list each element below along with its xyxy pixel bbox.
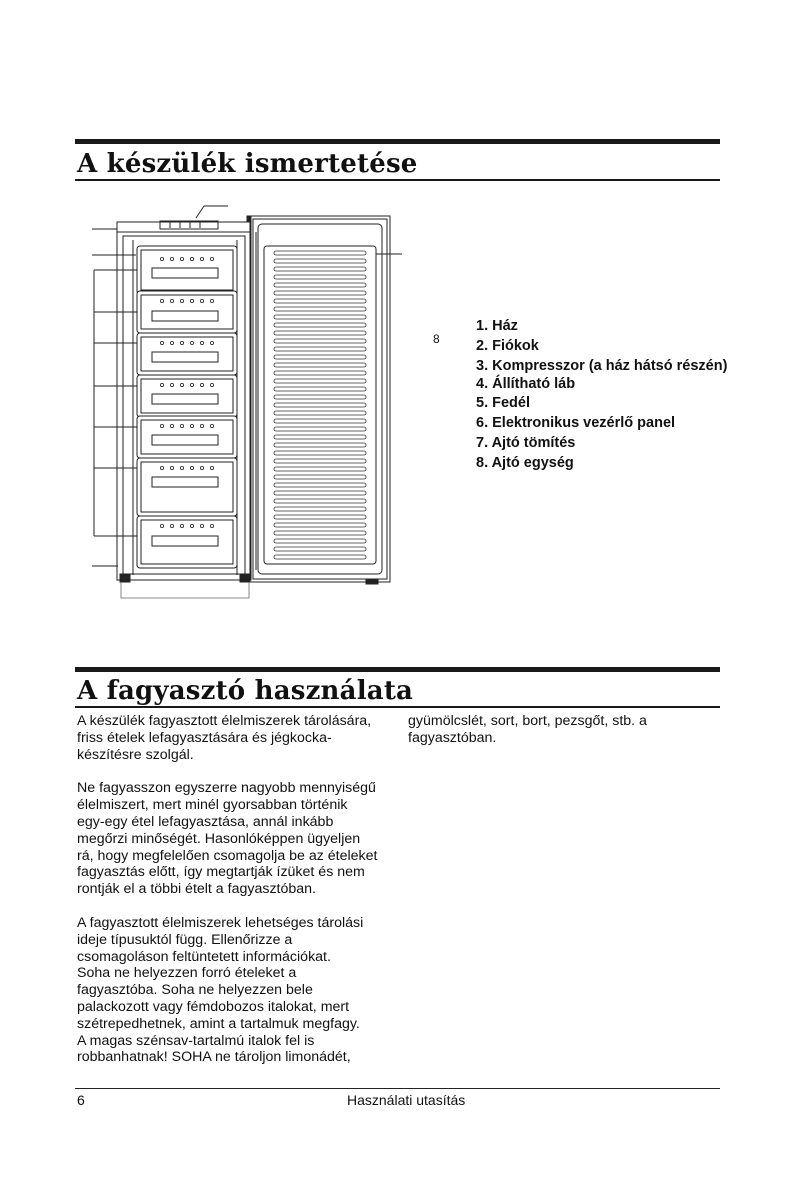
drawer-2: [137, 291, 237, 333]
door-shelves: [274, 251, 366, 559]
callout-line-5: [196, 206, 204, 218]
drawer-7: [137, 516, 237, 568]
parts-legend: [476, 316, 727, 473]
paragraph: Ne fagyasszon egyszerre nagyobb mennyiségű élelmiszert, mert minél gyorsabban történik egy-egy étel lefagyasztása, annál inkább megőrzi minőségét. Hasonlóképpen ügyeljen rá, hogy megfelelően csomagolja be az ételeket fagyasztás előtt, így megtartják ízüket és nem rontják el a többi ételt a fagyasztóban.: [77, 780, 378, 898]
paragraph: A fagyasztott élelmiszerek lehetséges tárolási ideje típusuktól függ. Ellenőrizze a csomagoláson feltüntetett információkat. Soha ne helyezzen forró ételeket a fagyasztóba. Soha ne helyezzen bele palackozott vagy fémdobozos italokat, mert szétrepedhetnek, amint a tartalmuk megfagy. A magas szénsav-tartalmú italok fel is robbanhatnak! SOHA ne tároljon limonádét,: [77, 914, 364, 1066]
paragraph: gyümölcslét, sort, bort, pezsgőt, stb. a fagyasztóban.: [408, 713, 647, 746]
body-column-right: [408, 713, 720, 764]
legend-item: 3. Kompresszor (a ház hátsó részén): [476, 358, 728, 374]
page-number: 6: [77, 1092, 85, 1108]
callout-label-8: 8: [433, 332, 440, 346]
legend-item: 8. Ajtó egység: [476, 455, 574, 471]
legend-item: 1. Ház: [476, 318, 518, 334]
drawer-4: [137, 375, 237, 417]
drawer-6: [137, 458, 237, 516]
legend-item: 6. Elektronikus vezérlő panel: [476, 415, 676, 431]
drawer-1: [137, 246, 237, 294]
drawer-3: [137, 333, 237, 375]
drawers: [137, 246, 237, 568]
legend-item: 4. Állítható láb: [476, 376, 576, 392]
paragraph: A készülék fagyasztott élelmiszerek tárolására, friss ételek lefagyasztására és jégkocka- készítésre szolgál.: [77, 713, 372, 763]
footer-rule: [75, 1088, 720, 1089]
legend-item: 2. Fiókok: [476, 338, 539, 354]
section1-title: A készülék ismertetése: [77, 149, 418, 179]
legend-item: 7. Ajtó tömítés: [476, 435, 576, 451]
section2-title: A fagyasztó használata: [77, 676, 414, 706]
section2-rule-bottom: [75, 706, 720, 708]
adjustable-foot-right: [240, 574, 250, 582]
body-column-left: [77, 713, 397, 1083]
footer-title: Használati utasítás: [347, 1092, 466, 1108]
section2-rule-top: [75, 667, 720, 672]
legend-item: 5. Fedél: [476, 395, 530, 411]
compressor-outline: [121, 582, 249, 598]
drawer-5: [137, 416, 237, 458]
adjustable-foot-left: [120, 574, 130, 582]
